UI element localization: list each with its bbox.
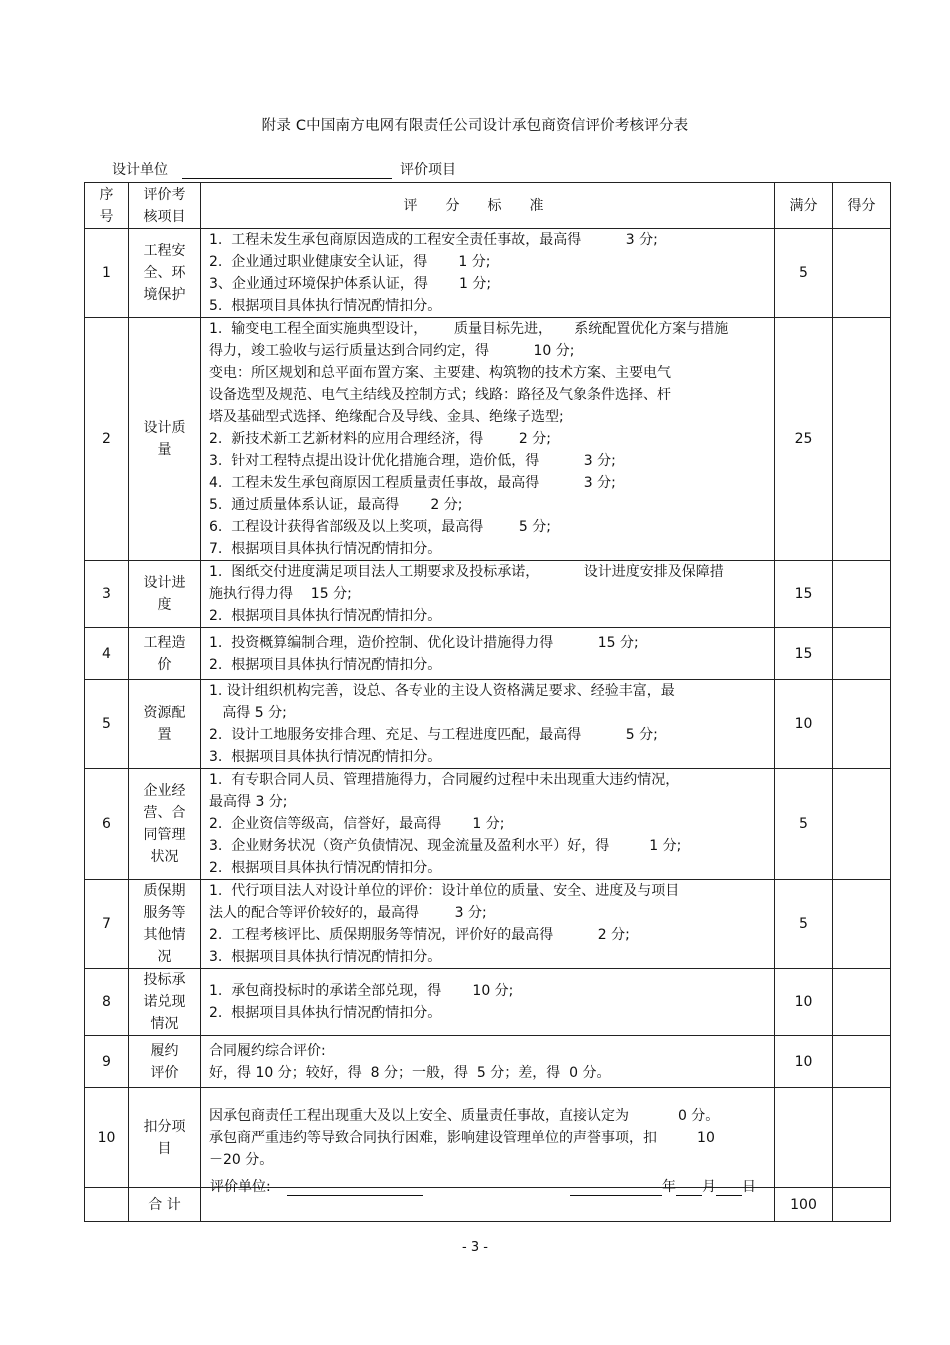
score-table	[84, 182, 891, 1222]
scoring-standard-line: 2. 根据项目具体执行情况酌情扣分。	[209, 860, 442, 876]
row-number: 8	[85, 969, 129, 1036]
scoring-standard-line: 塔及基础型式选择、绝缘配合及导线、金具、绝缘子选型;	[209, 409, 564, 425]
evaluation-item-line: 同管理	[143, 827, 186, 843]
scoring-standard	[201, 680, 775, 769]
row-number: 9	[85, 1036, 129, 1088]
evaluation-item-line: 资源配	[143, 705, 186, 721]
scoring-standard-line: 2. 企业通过职业健康安全认证，得 1 分;	[209, 254, 491, 270]
scoring-standard-line: 7. 根据项目具体执行情况酌情扣分。	[209, 541, 442, 557]
evaluation-item-line: 工程造	[143, 634, 186, 651]
full-score: 5	[775, 769, 833, 880]
row-number: 7	[85, 880, 129, 969]
header-no: 序 号	[85, 183, 129, 229]
got-score	[833, 769, 891, 880]
eval-unit-blank	[287, 1179, 423, 1196]
scoring-standard-line: 3. 企业财务状况（资产负债情况、现金流量及盈利水平）好，得 1 分;	[209, 838, 682, 854]
full-score	[775, 1088, 833, 1188]
evaluation-item	[129, 1088, 201, 1188]
row-number: 6	[85, 769, 129, 880]
scoring-standard-line: 1. 设计组织机构完善，设总、各专业的主设人资格满足要求、经验丰富，最	[209, 683, 675, 699]
scoring-standard-line: 高得 5 分;	[209, 705, 287, 721]
header-full-score: 满分	[775, 183, 833, 229]
scoring-standard-line: －20 分。	[209, 1151, 274, 1168]
table-row	[85, 318, 891, 561]
full-score: 10	[775, 1036, 833, 1088]
evaluation-item-line: 状况	[150, 849, 179, 865]
scoring-standard-line: 变电：所区规划和总平面布置方案、主要建、构筑物的技术方案、主要电气	[209, 365, 671, 381]
scoring-standard	[201, 1036, 775, 1088]
got-score	[833, 1036, 891, 1088]
row-number: 1	[85, 229, 129, 318]
design-unit-blank	[182, 162, 392, 179]
evaluation-item-line: 置	[157, 727, 172, 743]
total-no-cell	[85, 1188, 129, 1222]
evaluation-item	[129, 680, 201, 769]
scoring-standard	[201, 561, 775, 628]
total-label: 合 计	[129, 1188, 201, 1222]
evaluation-item	[129, 628, 201, 680]
row-number: 5	[85, 680, 129, 769]
scoring-standard-line: 2. 新技术新工艺新材料的应用合理经济，得 2 分;	[209, 431, 551, 447]
evaluation-item-line: 境保护	[143, 287, 186, 303]
scoring-standard-line: 3、企业通过环境保护体系认证，得 1 分;	[209, 276, 492, 292]
scoring-standard-line: 3. 针对工程特点提出设计优化措施合理，造价低，得 3 分;	[209, 453, 616, 469]
scoring-standard-line: 2. 根据项目具体执行情况酌情扣分。	[209, 1005, 442, 1021]
evaluation-item-line: 目	[157, 1140, 172, 1157]
got-score	[833, 561, 891, 628]
scoring-standard	[201, 229, 775, 318]
header-item: 评价考 核项目	[129, 183, 201, 229]
table-row	[85, 1088, 891, 1188]
scoring-standard-line: 4. 工程未发生承包商原因工程质量责任事故，最高得 3 分;	[209, 475, 616, 491]
scoring-standard-line: 2. 企业资信等级高，信誉好，最高得 1 分;	[209, 816, 505, 832]
table-row	[85, 969, 891, 1036]
scoring-standard	[201, 880, 775, 969]
evaluation-item-line: 营、合	[143, 805, 186, 821]
row-number: 2	[85, 318, 129, 561]
scoring-standard-line: 1. 承包商投标时的承诺全部兑现，得 10 分;	[209, 983, 514, 999]
got-score	[833, 318, 891, 561]
scoring-standard-line: 设备选型及规范、电气主结线及控制方式；线路：路径及气象条件选择、杆	[209, 387, 671, 403]
table-row	[85, 769, 891, 880]
scoring-standard-line: 承包商严重违约等导致合同执行困难，影响建设管理单位的声誉事项，扣 10	[209, 1129, 715, 1146]
evaluation-item-line: 履约	[150, 1042, 179, 1059]
evaluation-item-line: 其他情	[143, 927, 186, 943]
got-score	[833, 1088, 891, 1188]
evaluation-item-line: 投标承	[143, 972, 186, 988]
eval-unit-label: 评价单位:	[210, 1179, 271, 1195]
scoring-standard-line: 5. 根据项目具体执行情况酌情扣分。	[209, 298, 442, 314]
full-score: 15	[775, 561, 833, 628]
scoring-standard	[201, 969, 775, 1036]
evaluation-item	[129, 880, 201, 969]
month-blank	[676, 1179, 702, 1196]
scoring-standard-line: 2. 根据项目具体执行情况酌情扣分。	[209, 656, 442, 673]
full-score: 5	[775, 229, 833, 318]
evaluation-item	[129, 229, 201, 318]
year-label: 年	[662, 1179, 676, 1195]
table-row	[85, 1036, 891, 1088]
table-row	[85, 229, 891, 318]
evaluation-item-line: 扣分项	[143, 1118, 186, 1135]
row-number: 4	[85, 628, 129, 680]
evaluation-item	[129, 769, 201, 880]
scoring-standard-line: 3. 根据项目具体执行情况酌情扣分。	[209, 949, 442, 965]
scoring-standard-line: 3. 根据项目具体执行情况酌情扣分。	[209, 749, 442, 765]
evaluation-item-line: 况	[157, 949, 172, 965]
scoring-standard-line: 6. 工程设计获得省部级及以上奖项，最高得 5 分;	[209, 519, 551, 535]
day-label: 日	[742, 1179, 756, 1195]
scoring-standard-line: 合同履约综合评价:	[209, 1042, 326, 1059]
evaluation-item-line: 企业经	[143, 783, 186, 799]
table-row	[85, 880, 891, 969]
scoring-standard	[201, 769, 775, 880]
evaluation-item-line: 量	[157, 442, 172, 458]
full-score: 10	[775, 680, 833, 769]
evaluation-item-line: 价	[157, 656, 172, 673]
row-number: 10	[85, 1088, 129, 1188]
meta-row	[112, 159, 456, 179]
got-score	[833, 969, 891, 1036]
scoring-standard-line: 1. 有专职合同人员、管理措施得力，合同履约过程中未出现重大违约情况，	[209, 772, 680, 788]
got-score	[833, 229, 891, 318]
scoring-standard-line: 2. 工程考核评比、质保期服务等情况，评价好的最高得 2 分;	[209, 927, 630, 943]
header-row	[85, 183, 891, 229]
row-number: 3	[85, 561, 129, 628]
scoring-standard	[201, 318, 775, 561]
month-label: 月	[702, 1179, 716, 1195]
project-label: 评价项目	[400, 162, 456, 178]
document-title: 附录 C中国南方电网有限责任公司设计承包商资信评价考核评分表	[261, 118, 689, 134]
evaluation-item-line: 工程安	[143, 243, 186, 259]
scoring-standard-line: 施执行得力得 15 分;	[209, 586, 352, 602]
scoring-standard-line: 1. 工程未发生承包商原因造成的工程安全责任事故，最高得 3 分;	[209, 232, 658, 248]
evaluation-unit-row	[210, 1176, 423, 1196]
table-row	[85, 628, 891, 680]
scoring-standard-line: 1. 图纸交付进度满足项目法人工期要求及投标承诺， 设计进度安排及保障措	[209, 564, 724, 580]
design-unit-label: 设计单位	[112, 162, 168, 178]
got-score	[833, 680, 891, 769]
scoring-standard-line: 因承包商责任工程出现重大及以上安全、质量责任事故，直接认定为 0 分。	[209, 1107, 720, 1124]
scoring-standard-line: 1. 代行项目法人对设计单位的评价：设计单位的质量、安全、进度及与项目	[209, 883, 680, 899]
scoring-standard-line: 法人的配合等评价较好的，最高得 3 分;	[209, 905, 487, 921]
full-score: 10	[775, 969, 833, 1036]
evaluation-item-line: 服务等	[143, 905, 186, 921]
scoring-standard-line: 5. 通过质量体系认证，最高得 2 分;	[209, 497, 463, 513]
evaluation-item-line: 诺兑现	[143, 994, 186, 1010]
got-score	[833, 880, 891, 969]
date-row	[570, 1176, 756, 1196]
header-got-score: 得分	[833, 183, 891, 229]
evaluation-item	[129, 969, 201, 1036]
evaluation-item	[129, 1036, 201, 1088]
table-row	[85, 561, 891, 628]
page-number: - 3 -	[462, 1240, 488, 1255]
got-score	[833, 628, 891, 680]
scoring-standard-line: 2. 设计工地服务安排合理、充足、与工程进度匹配，最高得 5 分;	[209, 727, 658, 743]
evaluation-item-line: 设计质	[143, 420, 186, 436]
evaluation-item-line: 设计进	[143, 575, 186, 591]
date-blank	[570, 1179, 662, 1196]
scoring-standard-line: 最高得 3 分;	[209, 794, 288, 810]
evaluation-item-line: 情况	[150, 1016, 179, 1032]
full-score: 25	[775, 318, 833, 561]
evaluation-item	[129, 561, 201, 628]
scoring-standard-line: 得力，竣工验收与运行质量达到合同约定，得 10 分;	[209, 343, 575, 359]
day-blank	[716, 1179, 742, 1196]
header-standard: 评分标准	[201, 183, 775, 229]
total-full-score: 100	[775, 1188, 833, 1222]
total-row	[85, 1188, 891, 1222]
scoring-standard-line: 1. 输变电工程全面实施典型设计， 质量目标先进， 系统配置优化方案与措施	[209, 321, 729, 337]
full-score: 5	[775, 880, 833, 969]
evaluation-item-line: 评价	[150, 1064, 179, 1081]
total-got-score	[833, 1188, 891, 1222]
scoring-standard-line: 好，得 10 分；较好，得 8 分；一般，得 5 分；差，得 0 分。	[209, 1064, 611, 1081]
evaluation-item-line: 度	[157, 597, 172, 613]
evaluation-item-line: 质保期	[143, 883, 186, 899]
scoring-standard-line: 2. 根据项目具体执行情况酌情扣分。	[209, 608, 442, 624]
evaluation-item-line: 全、环	[143, 265, 186, 281]
evaluation-item	[129, 318, 201, 561]
scoring-standard	[201, 628, 775, 680]
scoring-standard	[201, 1088, 775, 1188]
full-score: 15	[775, 628, 833, 680]
table-row	[85, 680, 891, 769]
scoring-standard-line: 1. 投资概算编制合理，造价控制、优化设计措施得力得 15 分;	[209, 634, 639, 651]
